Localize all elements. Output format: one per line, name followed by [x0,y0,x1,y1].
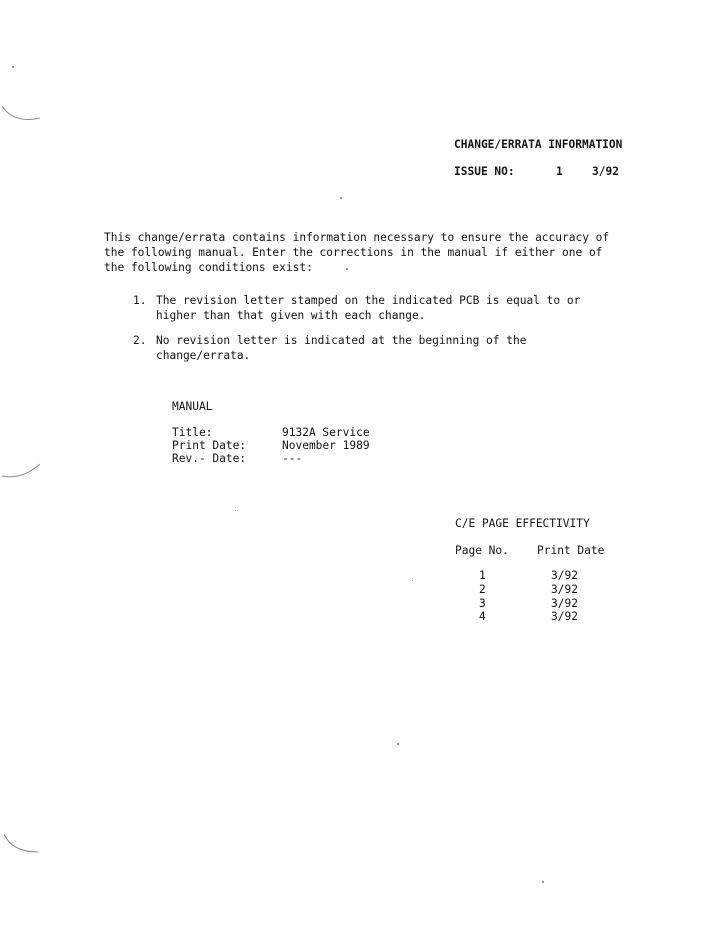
page-no-column-header: Page No. [455,544,509,557]
effectivity-page: 2 [479,583,486,596]
manual-heading: MANUAL [172,400,213,413]
condition-text [156,293,626,323]
condition-text [156,333,626,363]
effectivity-heading: C/E PAGE EFFECTIVITY [455,517,590,530]
scan-speck [412,580,413,581]
scan-speck [340,197,342,199]
intro-line-3: the following conditions exist: [104,261,313,274]
condition-line: The revision letter stamped on the indicated PCB is equal to or [156,294,581,307]
intro-paragraph [104,230,664,275]
punch-hole-mark [0,100,45,130]
condition-line: higher than that given with each change. [156,309,426,322]
effectivity-date: 3/92 [551,569,578,582]
title-label: Title: [172,426,213,439]
scan-speck [346,268,348,270]
scan-speck [542,881,544,883]
scan-speck [12,66,14,68]
document-title: CHANGE/ERRATA INFORMATION [454,138,623,151]
rev-date-label: Rev.- Date: [172,452,247,465]
effectivity-row [0,596,715,610]
effectivity-page: 1 [479,569,486,582]
effectivity-date: 3/92 [551,597,578,610]
effectivity-date: 3/92 [551,583,578,596]
condition-line: No revision letter is indicated at the beginning of the [156,334,527,347]
issue-number: 1 [556,165,563,178]
condition-number: 2. [133,334,147,347]
print-date-column-header: Print Date [537,544,605,557]
punch-hole-mark [0,830,45,860]
print-date-value: November 1989 [282,439,370,452]
issue-label: ISSUE NO: [454,165,515,178]
condition-line: change/errata. [156,349,251,362]
issue-date: 3/92 [592,165,619,178]
intro-line-2: the following manual. Enter the corrections in the manual if either one of [104,246,603,259]
effectivity-row [0,609,715,623]
scan-speck [397,743,399,745]
print-date-label: Print Date: [172,439,247,452]
condition-number: 1. [133,294,147,307]
rev-date-value: --- [282,452,303,465]
intro-line-1: This change/errata contains information necessary to ensure the accuracy of [104,231,610,244]
effectivity-row [0,568,715,582]
title-value: 9132A Service [282,426,370,439]
effectivity-row [0,582,715,596]
effectivity-date: 3/92 [551,610,578,623]
scan-speck [235,510,236,511]
effectivity-page: 3 [479,597,486,610]
punch-hole-mark [0,458,45,488]
effectivity-page: 4 [479,610,486,623]
